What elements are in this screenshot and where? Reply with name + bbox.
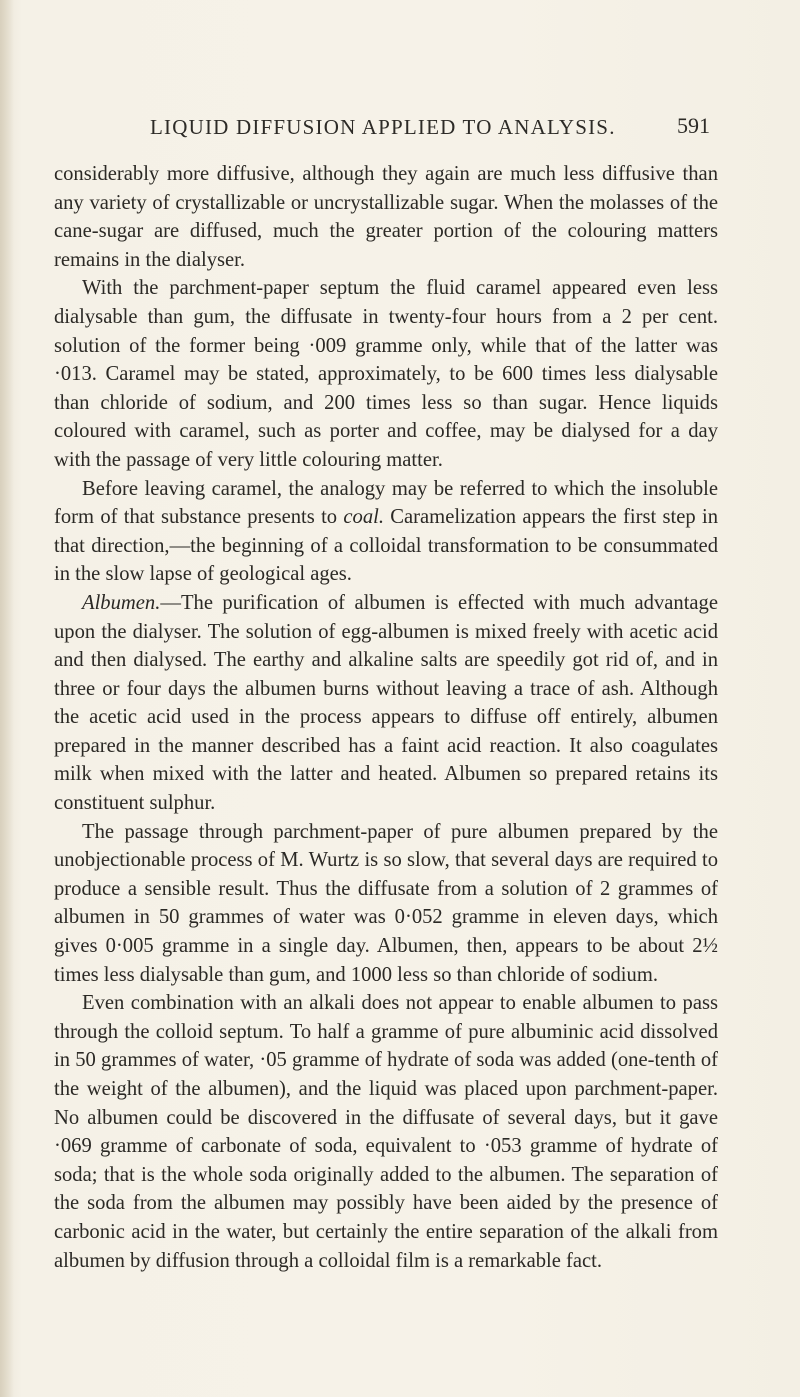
paragraph-text: The passage through parchment-paper of pure albumen prepared by the unobjectionable process of M. Wurtz is so slow, that several days are required to produce a sensible result. Thus the diffusate from a solution of 2 grammes of albumen in 50 grammes of water was 0·052 gramme in eleven days, which gives 0·005 gramme in a single day. Albumen, then, appears to be about 2½ times less dialysable than gum, and 1000 less so than chloride of sodium. — [54, 820, 718, 986]
paragraph-continued — [54, 160, 718, 274]
section-heading-albumen: Albumen. — [82, 591, 161, 614]
paragraph-albumen — [54, 589, 718, 818]
paragraph-text: Before leaving caramel, the analogy may be referred to which the insoluble form of that substance presents to — [54, 477, 718, 529]
paragraph-alkali — [54, 989, 718, 1275]
paragraph-text: considerably more diffusive, although they again are much less diffusive than any variety of crystallizable or uncrystallizable sugar. When the molasses of the cane-sugar are diffused, much the greater portion of the colouring matters remains in the dialyser. — [54, 163, 718, 271]
paragraph-text: With the parchment-paper septum the fluid caramel appeared even less dialysable than gum, the diffusate in twenty-four hours from a 2 per cent. solution of the former being ·009 gramme only, while that of the latter was ·013. Caramel may be stated, approximately, to be 600 times less dialysable than chloride of sodium, and 200 times less so than sugar. Hence liquids coloured with caramel, such as porter and coffee, may be dialysed for a day with the passage of very little colouring matter. — [54, 277, 718, 471]
paragraph-caramel-coal — [54, 475, 718, 589]
paragraph-text: Caramelization appears the first step in that direction,—the beginning of a colloidal transformation to be consummated in the slow lapse of geological ages. — [54, 506, 718, 586]
paragraph-wurtz — [54, 818, 718, 990]
running-head — [150, 115, 710, 145]
paragraph-text: Even combination with an alkali does not appear to enable albumen to pass through the colloid septum. To half a gramme of pure albuminic acid dissolved in 50 grammes of water, ·05 gramme of hydrate of soda was added (one-tenth of the weight of the albumen), and the liquid was placed upon parchment-paper. No albumen could be discovered in the diffusate of several days, but it gave ·069 gramme of carbonate of soda, equivalent to ·053 gramme of hydrate of soda; that is the whole soda originally added to the albumen. The separation of the soda from the albumen may possibly have been aided by the presence of carbonic acid in the water, but certainly the entire separation of the alkali from albumen by diffusion through a colloidal film is a remarkable fact. — [54, 992, 718, 1272]
running-title: LIQUID DIFFUSION APPLIED TO ANALYSIS. — [150, 115, 616, 139]
spine-shadow — [0, 0, 14, 1397]
italic-term-coal: coal. — [343, 506, 385, 529]
paragraph-text: —The purification of albumen is effected with much advantage upon the dialyser. The solution of egg-albumen is mixed freely with acetic acid and then dialysed. The earthy and alkaline salts are speedily got rid of, and in three or four days the albumen burns without leaving a trace of ash. Although the acetic acid used in the process appears to diffuse off entirely, albumen prepared in the manner described has a faint acid reaction. It also coagulates milk when mixed with the latter and heated. Albumen so prepared retains its constituent sulphur. — [54, 591, 718, 815]
page-number: 591 — [677, 113, 710, 138]
body-text — [54, 160, 718, 1275]
paragraph-parchment-caramel — [54, 274, 718, 474]
